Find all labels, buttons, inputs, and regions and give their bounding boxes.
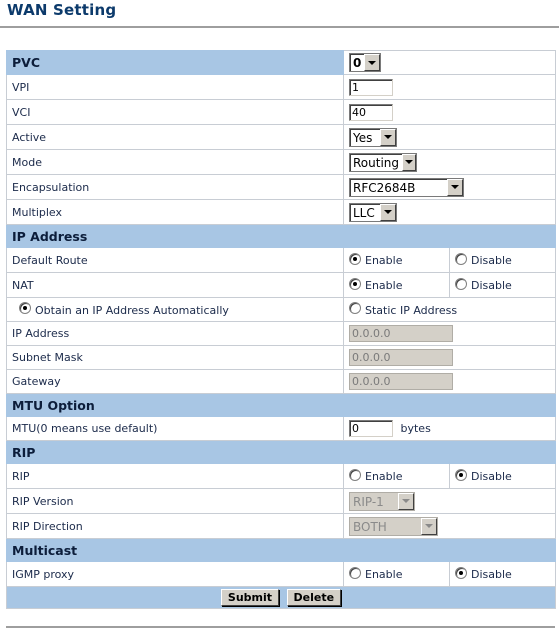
static-ip-radio[interactable]: Static IP Address	[349, 302, 457, 315]
active-label: Active	[7, 125, 344, 150]
mode-label: Mode	[7, 150, 344, 175]
igmp-enable-radio[interactable]: Enable	[349, 566, 402, 579]
gateway-input[interactable]: 0.0.0.0	[349, 373, 453, 390]
page-title: WAN Setting	[7, 1, 117, 19]
chevron-down-icon	[368, 61, 376, 65]
radio-checked-icon	[19, 302, 31, 314]
multiplex-label: Multiplex	[7, 200, 344, 225]
active-select[interactable]: Yes	[349, 128, 397, 147]
igmp-proxy-label: IGMP proxy	[7, 562, 344, 587]
vci-input[interactable]: 40	[349, 104, 393, 121]
rip-version-select[interactable]: RIP-1	[349, 492, 415, 511]
default-route-enable-radio[interactable]: Enable	[349, 252, 402, 265]
rip-version-label: RIP Version	[7, 489, 344, 514]
title-divider	[0, 26, 559, 28]
radio-unchecked-icon	[455, 278, 467, 290]
mtu-input[interactable]: 0	[349, 420, 393, 437]
chevron-down-icon	[425, 524, 433, 528]
rip-direction-select[interactable]: BOTH	[349, 517, 438, 536]
mtu-label: MTU(0 means use default)	[7, 417, 344, 441]
rip-direction-label: RIP Direction	[7, 514, 344, 539]
radio-checked-icon	[349, 278, 361, 290]
radio-unchecked-icon	[349, 302, 361, 314]
nat-disable-radio[interactable]: Disable	[455, 277, 512, 290]
ip-address-input[interactable]: 0.0.0.0	[349, 325, 453, 342]
nat-enable-radio[interactable]: Enable	[349, 277, 402, 290]
rip-section-title: RIP	[7, 441, 556, 464]
encapsulation-label: Encapsulation	[7, 175, 344, 200]
subnet-mask-input[interactable]: 0.0.0.0	[349, 349, 453, 366]
bottom-divider	[6, 626, 555, 628]
chevron-down-icon	[405, 160, 413, 164]
rip-enable-radio[interactable]: Enable	[349, 468, 402, 481]
multiplex-select[interactable]: LLC	[349, 203, 397, 222]
wan-settings-table	[6, 50, 556, 609]
default-route-disable-radio[interactable]: Disable	[455, 252, 512, 265]
encapsulation-select[interactable]: RFC2684B	[349, 178, 464, 197]
chevron-down-icon	[384, 210, 392, 214]
igmp-disable-radio[interactable]: Disable	[455, 566, 512, 579]
nat-label: NAT	[7, 273, 344, 298]
default-route-label: Default Route	[7, 248, 344, 273]
ip-address-label: IP Address	[7, 322, 344, 346]
radio-unchecked-icon	[455, 253, 467, 265]
chevron-down-icon	[402, 499, 410, 503]
pvc-label: PVC	[7, 51, 344, 75]
mtu-section-title: MTU Option	[7, 394, 556, 417]
radio-checked-icon	[455, 567, 467, 579]
radio-checked-icon	[349, 253, 361, 265]
rip-disable-radio[interactable]: Disable	[455, 468, 512, 481]
delete-button[interactable]: Delete	[287, 589, 342, 606]
vpi-label: VPI	[7, 75, 344, 100]
subnet-mask-label: Subnet Mask	[7, 346, 344, 370]
button-bar	[7, 587, 556, 609]
radio-unchecked-icon	[349, 469, 361, 481]
vpi-input[interactable]: 1	[349, 79, 393, 96]
vci-label: VCI	[7, 100, 344, 125]
chevron-down-icon	[384, 135, 392, 139]
rip-label: RIP	[7, 464, 344, 489]
radio-unchecked-icon	[349, 567, 361, 579]
submit-button[interactable]: Submit	[221, 589, 279, 606]
ip-address-section-title: IP Address	[7, 225, 556, 248]
multicast-section-title: Multicast	[7, 539, 556, 562]
chevron-down-icon	[451, 185, 459, 189]
obtain-ip-auto-radio[interactable]: Obtain an IP Address Automatically	[19, 302, 229, 315]
mtu-unit: bytes	[400, 421, 431, 435]
pvc-select[interactable]: 0	[349, 53, 381, 72]
gateway-label: Gateway	[7, 370, 344, 394]
radio-checked-icon	[455, 469, 467, 481]
mode-select[interactable]: Routing	[349, 153, 417, 172]
